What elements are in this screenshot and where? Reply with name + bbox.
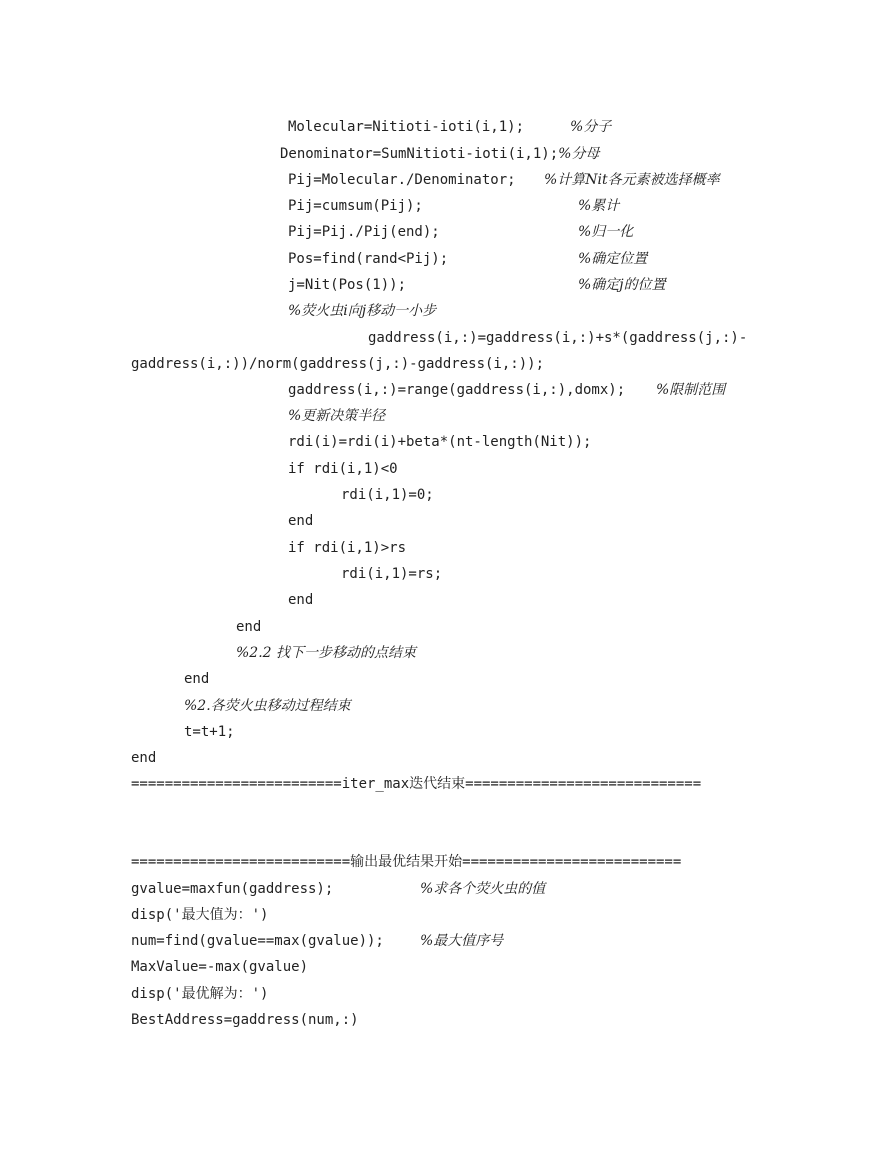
code-line: end [288,513,314,529]
code-line: gaddress(i,:)=gaddress(i,:)+s*(gaddress(j,:)- [368,330,748,346]
code-comment: %分母 [558,146,600,162]
code-comment: %累计 [578,198,620,214]
code-text: Pij=cumsum(Pij); [288,198,423,214]
code-line: gaddress(i,:))/norm(gaddress(j,:)-gaddress(i,:)); [131,356,545,372]
code-text: Molecular=Nitioti-ioti(i,1); [288,119,525,135]
code-line [288,276,406,294]
code-comment: %计算Nit各元素被选择概率 [544,172,720,188]
code-comment: %更新决策半径 [288,408,386,424]
code-line: BestAddress=gaddress(num,:) [131,1012,359,1028]
code-line: end [184,671,210,687]
code-text: Denominator=SumNitioti-ioti(i,1); [280,146,559,162]
code-comment: %2.各荧火虫移动过程结束 [184,698,351,714]
section-divider: =========================iter_max迭代结束============================ [131,776,702,792]
code-line [288,250,448,268]
code-comment: %荧火虫i向j移动一小步 [288,303,437,319]
code-line [288,118,524,136]
code-line: end [236,619,262,635]
code-line: MaxValue=-max(gvalue) [131,959,309,975]
code-line [131,932,384,950]
code-line: disp('最优解为：') [131,986,269,1002]
code-line: if rdi(i,1)>rs [288,540,407,556]
code-comment: %限制范围 [656,382,726,398]
section-divider: ==========================输出最优结果开始========================== [131,854,682,870]
code-text: num=find(gvalue==max(gvalue)); [131,933,384,949]
code-comment: %最大值序号 [420,933,504,949]
code-comment: %确定j的位置 [578,277,666,293]
code-text: gaddress(i,:)=range(gaddress(i,:),domx); [288,382,626,398]
code-line: rdi(i)=rdi(i)+beta*(nt-length(Nit)); [288,434,592,450]
code-comment: %分子 [570,119,612,135]
code-line: disp('最大值为：') [131,907,269,923]
code-line: rdi(i,1)=rs; [341,566,443,582]
code-line [288,223,440,241]
code-line: rdi(i,1)=0; [341,487,434,503]
code-line: end [131,750,157,766]
code-line [288,171,516,189]
code-line: if rdi(i,1)<0 [288,461,398,477]
code-line [288,381,625,399]
code-line [280,145,599,163]
code-comment: %确定位置 [578,251,648,267]
code-line: t=t+1; [184,724,235,740]
code-comment: %归一化 [578,224,634,240]
code-text: Pij=Molecular./Denominator; [288,172,516,188]
code-text: j=Nit(Pos(1)); [288,277,407,293]
code-text: gvalue=maxfun(gaddress); [131,881,334,897]
code-text: Pos=find(rand<Pij); [288,251,449,267]
code-text: Pij=Pij./Pij(end); [288,224,440,240]
code-line: end [288,592,314,608]
code-line [131,880,333,898]
code-comment: %2.2 找下一步移动的点结束 [236,645,417,661]
code-line [288,197,423,215]
code-comment: %求各个荧火虫的值 [420,881,546,897]
